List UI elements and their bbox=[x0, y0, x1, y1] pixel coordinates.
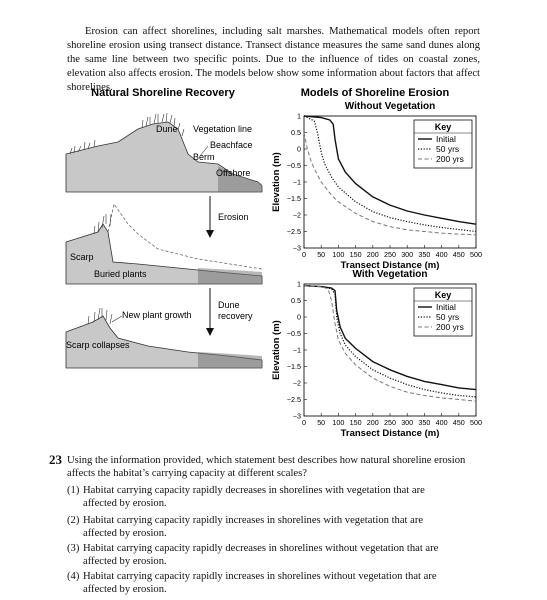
label-dune-recovery-2: recovery bbox=[218, 311, 253, 321]
y-tick-label: 0.5 bbox=[291, 296, 301, 305]
y-tick-label: −2.5 bbox=[286, 395, 301, 404]
x-tick-label: 200 bbox=[366, 250, 379, 259]
y-tick-label: 0 bbox=[297, 312, 301, 322]
y-tick-label: −2 bbox=[292, 378, 301, 388]
x-tick-label: 250 bbox=[384, 418, 396, 427]
erosion-models-figure bbox=[268, 84, 483, 439]
label-dune: Dune bbox=[156, 124, 178, 134]
option-text-line1: Habitat carrying capacity rapidly increases in shorelines with vegetation that are bbox=[83, 515, 424, 526]
label-erosion: Erosion bbox=[218, 212, 249, 222]
x-tick-label: 100 bbox=[332, 418, 345, 427]
x-tick-label: 300 bbox=[401, 250, 414, 259]
option-number: (1) bbox=[67, 485, 80, 496]
option-text-line2: affected by erosion. bbox=[83, 528, 167, 540]
x-tick-label: 100 bbox=[332, 250, 345, 259]
intro-paragraph: Erosion can affect shorelines, including salt marshes. Mathematical models often report shoreline erosion using transect distance. Transect distance measures the same sand dunes along the same line between two specific points. Due to the influence of tides on coastal zones, elevation also affects erosion. The models below show some information about factors that affect shorelines. bbox=[67, 25, 480, 94]
x-tick-label: 400 bbox=[435, 250, 448, 259]
y-tick-label: −2.5 bbox=[286, 227, 301, 236]
models-title: Models of Shoreline Erosion bbox=[300, 87, 450, 99]
option-number: (4) bbox=[67, 571, 80, 582]
legend-label: Initial bbox=[436, 302, 456, 312]
label-buried-plants: Buried plants bbox=[94, 269, 147, 279]
option-text-line1: Habitat carrying capacity rapidly decreases in shorelines without vegetation that are bbox=[83, 543, 439, 554]
x-axis-label: Transect Distance (m) bbox=[340, 428, 440, 439]
option-number: (2) bbox=[67, 515, 80, 526]
y-tick-label: 0 bbox=[297, 144, 301, 154]
chart-title: Without Vegetation bbox=[344, 101, 436, 112]
x-tick-label: 350 bbox=[418, 418, 431, 427]
label-beachface: Beachface bbox=[210, 140, 253, 150]
y-tick-label: −3 bbox=[292, 243, 301, 253]
option-text-line2: affected by erosion. bbox=[83, 498, 167, 510]
x-tick-label: 450 bbox=[452, 418, 465, 427]
y-axis-label: Elevation (m) bbox=[271, 152, 282, 212]
legend-label: Initial bbox=[436, 134, 456, 144]
label-scarp-collapses: Scarp collapses bbox=[66, 340, 130, 350]
option-text-line1: Habitat carrying capacity rapidly decreases in shorelines with vegetation that are bbox=[83, 485, 425, 496]
legend-label: 50 yrs bbox=[436, 312, 460, 322]
legend-label: 200 yrs bbox=[436, 322, 464, 332]
question-number: 23 bbox=[49, 452, 62, 467]
x-tick-label: 450 bbox=[452, 250, 465, 259]
x-tick-label: 50 bbox=[317, 250, 326, 259]
answer-option-1[interactable] bbox=[67, 484, 479, 511]
legend-label: 200 yrs bbox=[436, 154, 464, 164]
answer-option-4[interactable] bbox=[67, 570, 479, 597]
x-tick-label: 500 bbox=[470, 418, 482, 427]
option-number: (3) bbox=[67, 543, 80, 554]
answer-option-2[interactable] bbox=[67, 514, 479, 541]
label-berm: Berm bbox=[193, 152, 215, 162]
label-scarp: Scarp bbox=[70, 252, 94, 262]
legend-title: Key bbox=[434, 290, 452, 300]
y-tick-label: −2 bbox=[292, 210, 301, 220]
option-text-line2: affected by erosion. bbox=[83, 584, 167, 596]
option-text-line2: affected by erosion. bbox=[83, 556, 167, 568]
question-stem: Using the information provided, which statement best describes how natural shoreline erosion affects the habitat’s carrying capacity at different scales? bbox=[67, 455, 466, 480]
x-tick-label: 350 bbox=[418, 250, 431, 259]
chart-without-vegetation bbox=[271, 101, 482, 271]
x-tick-label: 250 bbox=[384, 250, 396, 259]
label-new-plant-growth: New plant growth bbox=[122, 310, 192, 320]
option-text-line1: Habitat carrying capacity rapidly increases in shorelines without vegetation that are bbox=[83, 571, 437, 582]
y-tick-label: −1 bbox=[292, 345, 301, 355]
y-tick-label: 1 bbox=[297, 279, 301, 289]
y-tick-label: −1.5 bbox=[286, 362, 301, 371]
x-tick-label: 150 bbox=[349, 418, 362, 427]
y-tick-label: −3 bbox=[292, 411, 301, 421]
x-tick-label: 500 bbox=[470, 250, 482, 259]
y-tick-label: −1.5 bbox=[286, 194, 301, 203]
x-tick-label: 200 bbox=[366, 418, 379, 427]
x-tick-label: 300 bbox=[401, 418, 414, 427]
y-axis-label: Elevation (m) bbox=[271, 320, 282, 380]
x-tick-label: 50 bbox=[317, 418, 326, 427]
chart-with-vegetation bbox=[271, 269, 482, 439]
y-tick-label: −1 bbox=[292, 177, 301, 187]
x-tick-label: 0 bbox=[302, 418, 306, 427]
panel-before-erosion bbox=[66, 113, 262, 192]
y-tick-label: −0.5 bbox=[286, 161, 301, 170]
label-vegetation-line: Vegetation line bbox=[193, 124, 253, 134]
x-axis-label: Transect Distance (m) bbox=[340, 260, 440, 271]
answer-option-3[interactable] bbox=[67, 542, 479, 569]
legend-title: Key bbox=[434, 122, 452, 132]
y-tick-label: 0.5 bbox=[291, 128, 301, 137]
label-offshore: Offshore bbox=[216, 168, 251, 178]
chart-title: With Vegetation bbox=[352, 269, 428, 280]
x-tick-label: 400 bbox=[435, 418, 448, 427]
legend-label: 50 yrs bbox=[436, 144, 460, 154]
y-tick-label: −0.5 bbox=[286, 329, 301, 338]
x-tick-label: 150 bbox=[349, 250, 362, 259]
shoreline-recovery-diagram bbox=[58, 84, 268, 374]
x-tick-label: 0 bbox=[302, 250, 306, 259]
y-tick-label: 1 bbox=[297, 111, 301, 121]
label-dune-recovery-1: Dune bbox=[218, 300, 240, 310]
recovery-title: Natural Shoreline Recovery bbox=[91, 87, 235, 99]
